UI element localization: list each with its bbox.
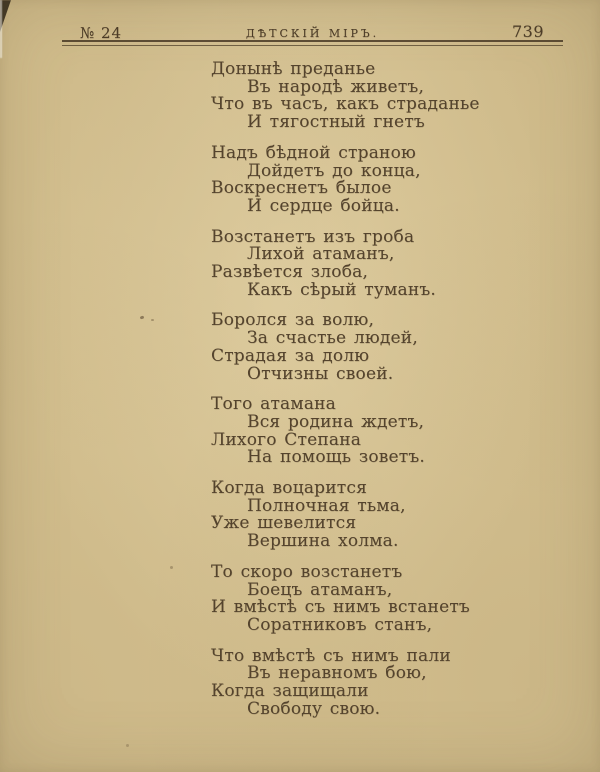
poem-line: Развѣется злоба, (211, 262, 369, 283)
stanza (211, 645, 480, 719)
poem-line: Что вмѣстѣ съ нимъ пали (211, 645, 451, 666)
stanza (211, 61, 480, 132)
stanza (211, 561, 480, 635)
poem-line: Дойдетъ до конца, (247, 160, 421, 181)
stanza (211, 142, 480, 216)
ink-speck (140, 315, 145, 319)
poem-line: Лихой атаманъ, (247, 244, 395, 265)
stanza (211, 312, 480, 383)
ink-speck (170, 566, 173, 569)
poem-line: Воскреснетъ былое (211, 178, 392, 199)
poem-line: За счастье людей, (247, 328, 418, 349)
running-head (0, 21, 600, 41)
poem-line: То скоро возстанетъ (211, 561, 403, 582)
journal-title: ДѢТСКІЙ МІРЪ. (245, 27, 380, 40)
poem-line: Полночная тьма, (247, 495, 406, 516)
poem-line: Вся родина ждетъ, (247, 411, 425, 432)
poem-line: Того атамана (211, 394, 337, 415)
poem-line: Уже шевелится (211, 513, 357, 534)
poem-line: Отчизны своей. (247, 363, 394, 384)
poem-line: И сердце бойца. (247, 195, 400, 216)
ink-speck (126, 744, 129, 747)
header-rule (62, 40, 563, 46)
poem-line: Свободу свою. (247, 698, 381, 719)
stanza (211, 396, 480, 467)
poem-line: Боецъ атаманъ, (247, 579, 393, 600)
poem-line: Надъ бѣдной страною (211, 142, 417, 163)
poem-line: Что въ часъ, какъ страданье (211, 94, 480, 115)
poem-line: Въ народѣ живетъ, (247, 76, 425, 97)
poem-line: Страдая за долю (211, 345, 370, 366)
poem-line: На помощь зоветъ. (247, 447, 426, 468)
poem-line: Лихого Степана (211, 429, 362, 450)
stanza (211, 480, 480, 551)
poem-line: И тягостный гнетъ (247, 112, 425, 133)
poem-line: Боролся за волю, (211, 310, 375, 331)
poem-line: Когда воцарится (211, 478, 368, 499)
issue-number: № 24 (80, 24, 123, 42)
poem (211, 61, 480, 732)
poem-line: Донынѣ преданье (211, 59, 376, 79)
poem-line: Какъ сѣрый туманъ. (247, 279, 436, 300)
poem-line: Возстанетъ изъ гроба (211, 226, 415, 247)
poem-line: Вершина холма. (247, 531, 399, 552)
poem-line: Въ неравномъ бою, (247, 663, 427, 684)
page-number: 739 (511, 22, 544, 41)
poem-line: И вмѣстѣ съ нимъ встанетъ (211, 597, 470, 618)
poem-line: Соратниковъ станъ, (247, 614, 433, 635)
poem-line: Когда защищали (211, 681, 369, 702)
stanza (211, 226, 480, 300)
ink-speck (151, 319, 154, 321)
